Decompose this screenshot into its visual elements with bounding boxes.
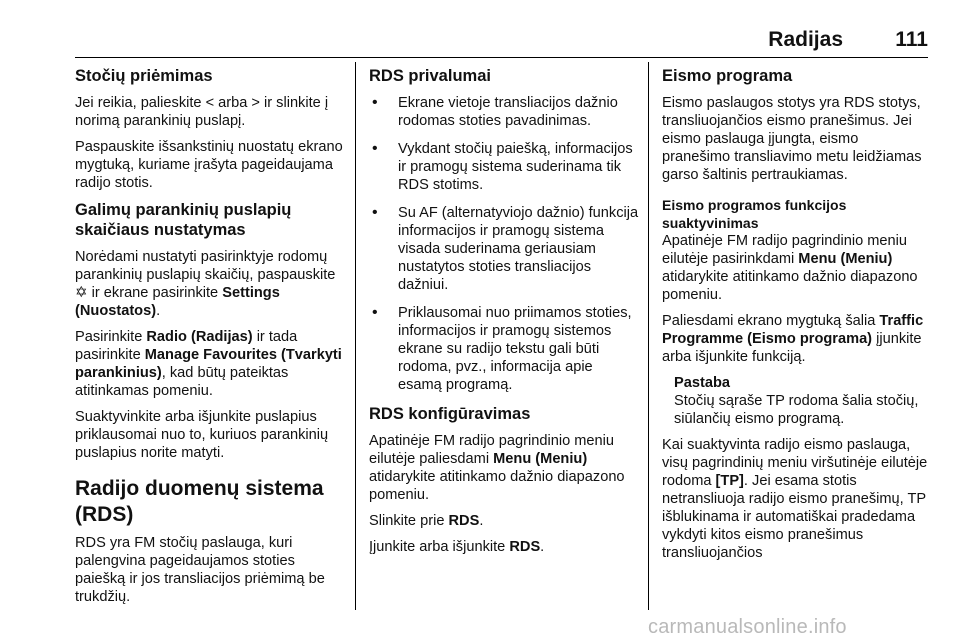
paragraph: Kai suaktyvinta radijo eismo paslauga, visų pagrindinių meniu viršutinėje eilutėje rodoma [TP]. Jei esama stotis netransliuoja radijo eismo pranešimų, TP išblukinama ir automatiškai pradedama vykdyti kitos eismo pranešimus transliuojančios xyxy=(662,437,928,561)
paragraph: Apatinėje FM radijo pagrindinio meniu eilutėje paliesdami Menu (Meniu) atidarykite atitinkamo dažnio diapazono pomeniu. xyxy=(369,433,625,503)
paragraph: Įjunkite arba išjunkite RDS. xyxy=(369,539,545,555)
list-item: • Priklausomai nuo priimamos stoties, informacijos ir pramogų sistemos ekrane su radijo tekstu gali būti rodoma, pvz., informacija apie esamą programą. xyxy=(369,304,639,394)
note-title: Pastaba xyxy=(674,375,730,391)
paragraph: Apatinėje FM radijo pagrindinio meniu eilutėje pasirinkdami Menu (Meniu) atidarykite atitinkamo dažnio diapazono pomeniu. xyxy=(662,233,918,303)
heading-rds: Radijo duomenų sistema (RDS) xyxy=(75,477,324,526)
watermark: carmanualsonline.info xyxy=(648,616,847,638)
heading-rds-advantages: RDS privalumai xyxy=(369,67,491,85)
heading-traffic-functions: Eismo programos funkcijos suaktyvinimas xyxy=(662,197,847,231)
note-box xyxy=(662,374,930,428)
column-2 xyxy=(369,66,639,564)
paragraph: RDS yra FM stočių paslauga, kuri palengvina pageidaujamos stoties paiešką ir jos transliacijos priėmimą be trukdžių. xyxy=(75,535,325,605)
column-3 xyxy=(662,66,930,570)
list-item: • Vykdant stočių paiešką, informacijos ir pramogų sistema suderinama tik RDS stotims. xyxy=(369,140,639,194)
section-title: Radijas xyxy=(768,28,843,51)
advantages-list xyxy=(369,94,639,394)
heading-rds-config: RDS konfigūravimas xyxy=(369,405,531,423)
list-item: • Su AF (alternatyviojo dažnio) funkcija informacijos ir pramogų sistema visada suderinama geriausiam nustatytos stoties transliacijos dažniui. xyxy=(369,204,639,294)
column-divider-2 xyxy=(648,62,649,610)
heading-traffic-programme: Eismo programa xyxy=(662,67,793,85)
header-rule xyxy=(75,57,928,58)
paragraph: Slinkite prie RDS. xyxy=(369,513,484,529)
paragraph: Suaktyvinkite arba išjunkite puslapius priklausomai nuo to, kuriuos parankinių puslapius norite matyti. xyxy=(75,409,329,461)
note-text: Stočių sąraše TP rodoma šalia stočių, siūlančių eismo programą. xyxy=(674,393,919,427)
page-number: 111 xyxy=(895,28,928,51)
column-1 xyxy=(75,66,347,614)
heading-favourite-pages: Galimų parankinių puslapių skaičiaus nustatymas xyxy=(75,201,292,239)
paragraph: Norėdami nustatyti pasirinktyje rodomų parankinių puslapių skaičių, paspauskite ✡ ir ekrane pasirinkite Settings (Nuostatos). xyxy=(75,249,336,319)
heading-stations: Stočių priėmimas xyxy=(75,67,213,85)
column-divider-1 xyxy=(355,62,356,610)
paragraph: Paspauskite išsankstinių nuostatų ekrano mygtuką, kuriame įrašyta pageidaujama radijo stotis. xyxy=(75,139,343,191)
paragraph: Paliesdami ekrano mygtuką šalia Traffic Programme (Eismo programa) įjunkite arba išjunkite funkciją. xyxy=(662,313,924,365)
paragraph: Jei reikia, palieskite < arba > ir slinkite į norimą parankinių puslapį. xyxy=(75,95,329,129)
settings-icon: ✡ xyxy=(75,284,88,301)
page-header xyxy=(75,28,928,58)
list-item: • Ekrane vietoje transliacijos dažnio rodomas stoties pavadinimas. xyxy=(369,94,639,130)
paragraph: Pasirinkite Radio (Radijas) ir tada pasirinkite Manage Favourites (Tvarkyti parankinius), kad būtų pateiktas atitinkamas pomeniu. xyxy=(75,329,342,399)
paragraph: Eismo paslaugos stotys yra RDS stotys, transliuojančios eismo pranešimus. Jei eismo paslauga įjungta, eismo pranešimo transliavimo metu leidžiamas garso šaltinis pertraukiamas. xyxy=(662,95,922,183)
